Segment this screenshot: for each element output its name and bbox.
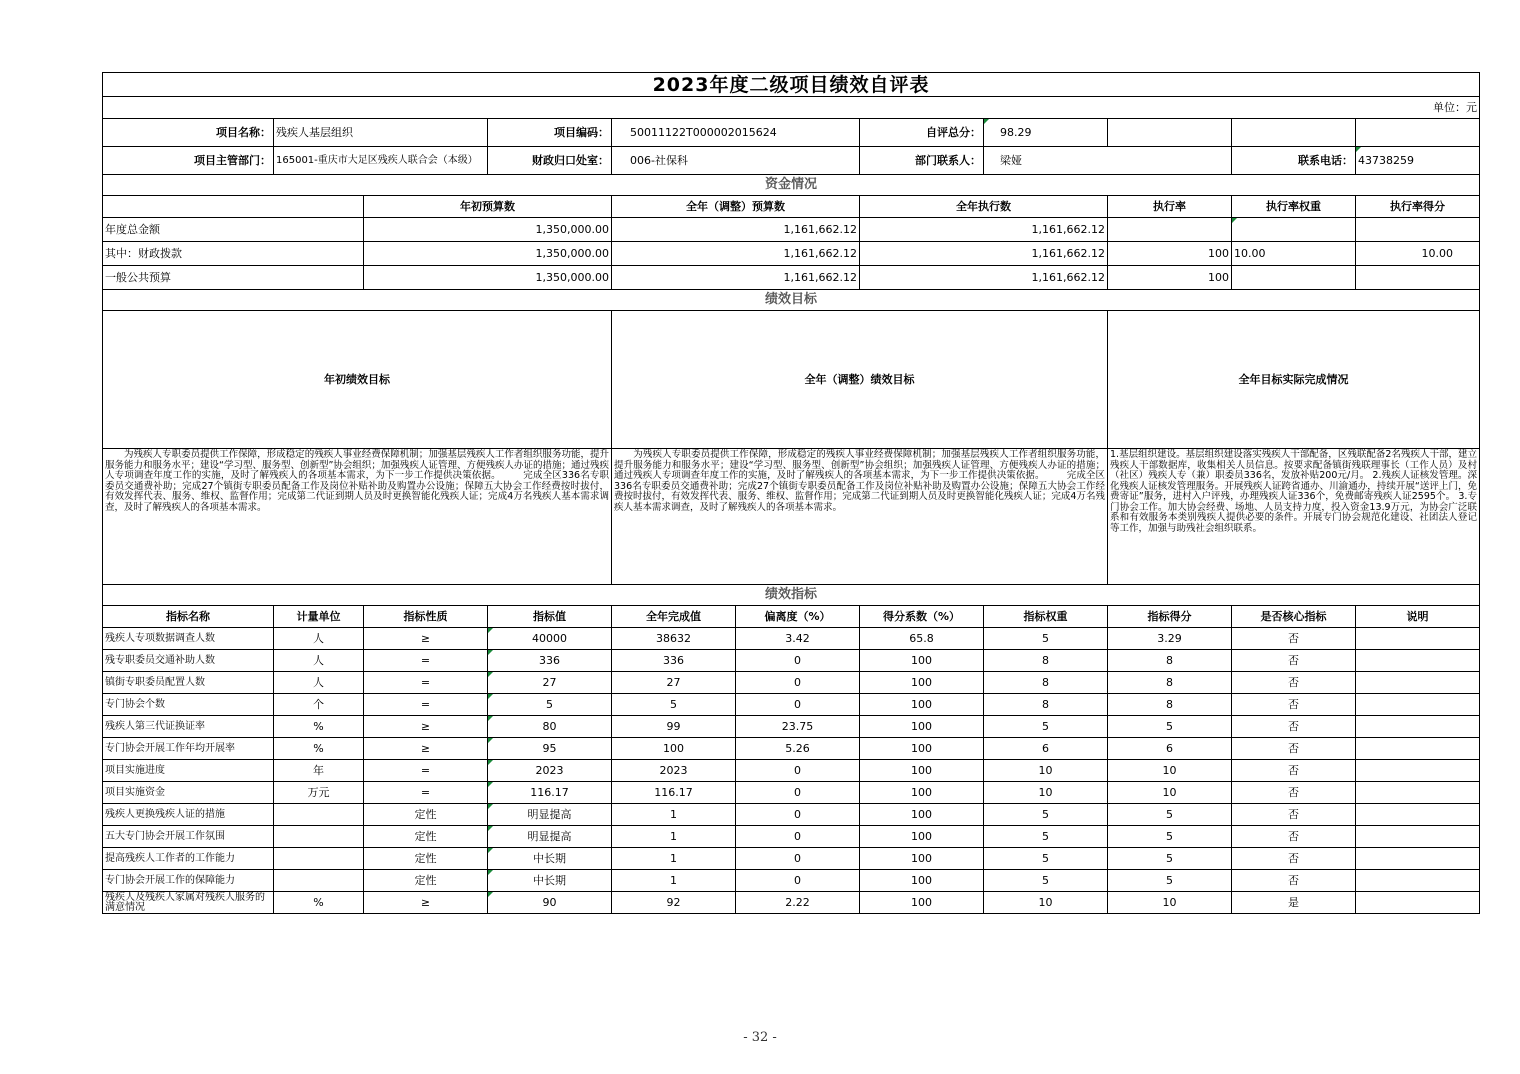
- indicator-core: 否: [1232, 760, 1356, 782]
- indicator-actual: 38632: [612, 628, 736, 650]
- indicator-unit: 人: [274, 672, 364, 694]
- indicator-score: 10: [1108, 892, 1232, 914]
- indicator-score: 5: [1108, 848, 1232, 870]
- indicator-coef: 100: [860, 848, 984, 870]
- indicator-actual: 1: [612, 804, 736, 826]
- funds-header-initial: 年初预算数: [364, 196, 612, 218]
- indicator-coef: 65.8: [860, 628, 984, 650]
- indicator-actual: 1: [612, 826, 736, 848]
- indicator-target: 27: [488, 672, 612, 694]
- indicator-note: [1356, 892, 1480, 914]
- indicator-unit: 万元: [274, 782, 364, 804]
- indicator-nature: =: [364, 650, 488, 672]
- funds-adjusted-value: 1,161,662.12: [612, 266, 860, 290]
- funds-weight-value: [1232, 266, 1356, 290]
- indicator-core: 否: [1232, 694, 1356, 716]
- table-row: [103, 738, 1480, 760]
- table-row: [103, 870, 1480, 892]
- indicator-weight: 5: [984, 870, 1108, 892]
- funds-executed-value: 1,161,662.12: [860, 266, 1108, 290]
- indicator-score: 5: [1108, 826, 1232, 848]
- indicator-weight: 10: [984, 892, 1108, 914]
- indicator-deviation: 23.75: [736, 716, 860, 738]
- indicator-weight: 8: [984, 694, 1108, 716]
- indicator-core: 否: [1232, 672, 1356, 694]
- indicator-target: 336: [488, 650, 612, 672]
- blank-cell: [1108, 119, 1232, 147]
- indicator-nature: ≥: [364, 738, 488, 760]
- funds-score-value: [1356, 266, 1480, 290]
- indicator-score: 10: [1108, 760, 1232, 782]
- indicator-core: 否: [1232, 804, 1356, 826]
- indicator-unit: [274, 848, 364, 870]
- funds-row-name: 年度总金额: [103, 218, 364, 242]
- indicator-nature: =: [364, 760, 488, 782]
- funds-section-header: 资金情况: [103, 175, 1480, 196]
- ind-header-deviation: 偏离度（%）: [736, 606, 860, 628]
- indicator-core: 否: [1232, 782, 1356, 804]
- page-title: 2023年度二级项目绩效自评表: [103, 73, 1480, 97]
- table-row: [103, 826, 1480, 848]
- indicator-note: [1356, 672, 1480, 694]
- indicator-actual: 116.17: [612, 782, 736, 804]
- indicator-deviation: 0: [736, 826, 860, 848]
- project-code-label: 项目编码：: [488, 119, 612, 147]
- indicator-note: [1356, 738, 1480, 760]
- self-score-label: 自评总分：: [860, 119, 984, 147]
- indicator-actual: 99: [612, 716, 736, 738]
- indicator-name: 项目实施进度: [103, 760, 274, 782]
- indicator-deviation: 5.26: [736, 738, 860, 760]
- indicator-coef: 100: [860, 782, 984, 804]
- indicator-unit: 年: [274, 760, 364, 782]
- funds-row-name: 一般公共预算: [103, 266, 364, 290]
- project-name-value: 残疾人基层组织: [274, 119, 488, 147]
- indicator-core: 否: [1232, 870, 1356, 892]
- indicator-name: 项目实施资金: [103, 782, 274, 804]
- indicator-note: [1356, 870, 1480, 892]
- ind-header-unit: 计量单位: [274, 606, 364, 628]
- indicator-target: 明显提高: [488, 804, 612, 826]
- indicator-name: 残疾人第三代证换证率: [103, 716, 274, 738]
- indicator-unit: [274, 826, 364, 848]
- indicator-coef: 100: [860, 694, 984, 716]
- indicator-nature: ≥: [364, 892, 488, 914]
- ind-header-target: 指标值: [488, 606, 612, 628]
- indicator-nature: 定性: [364, 848, 488, 870]
- funds-row-name: 其中：财政拨款: [103, 242, 364, 266]
- indicator-weight: 5: [984, 826, 1108, 848]
- project-name-label: 项目名称：: [103, 119, 274, 147]
- funds-weight-value: 10.00: [1232, 242, 1356, 266]
- ind-header-name: 指标名称: [103, 606, 274, 628]
- indicator-nature: =: [364, 694, 488, 716]
- indicator-coef: 100: [860, 672, 984, 694]
- ind-header-core: 是否核心指标: [1232, 606, 1356, 628]
- indicator-coef: 100: [860, 650, 984, 672]
- indicator-unit: %: [274, 738, 364, 760]
- ind-header-coef: 得分系数（%）: [860, 606, 984, 628]
- indicator-core: 是: [1232, 892, 1356, 914]
- self-score-value: 98.29: [984, 119, 1108, 147]
- indicator-score: 8: [1108, 672, 1232, 694]
- indicator-name: 专门协会开展工作年均开展率: [103, 738, 274, 760]
- indicator-unit: %: [274, 892, 364, 914]
- indicator-target: 5: [488, 694, 612, 716]
- indicator-note: [1356, 804, 1480, 826]
- indicator-name: 镇街专职委员配置人数: [103, 672, 274, 694]
- table-row: [103, 672, 1480, 694]
- indicator-unit: 人: [274, 650, 364, 672]
- funds-rate-value: 100: [1108, 242, 1232, 266]
- indicator-coef: 100: [860, 870, 984, 892]
- indicator-target: 中长期: [488, 870, 612, 892]
- ind-header-actual: 全年完成值: [612, 606, 736, 628]
- blank-cell: [1232, 119, 1356, 147]
- indicator-target: 116.17: [488, 782, 612, 804]
- contact-value: 梁娅: [984, 147, 1232, 175]
- funds-rate-value: [1108, 218, 1232, 242]
- indicator-weight: 8: [984, 650, 1108, 672]
- indicator-target: 明显提高: [488, 826, 612, 848]
- blank-cell: [103, 196, 364, 218]
- blank-cell: [1356, 119, 1480, 147]
- indicator-nature: 定性: [364, 870, 488, 892]
- indicator-deviation: 0: [736, 760, 860, 782]
- indicator-core: 否: [1232, 716, 1356, 738]
- funds-score-value: 10.00: [1356, 242, 1480, 266]
- indicator-deviation: 0: [736, 804, 860, 826]
- indicator-deviation: 0: [736, 672, 860, 694]
- indicator-coef: 100: [860, 760, 984, 782]
- indicator-nature: 定性: [364, 826, 488, 848]
- table-row: [103, 716, 1480, 738]
- phone-value: 43738259: [1356, 147, 1480, 175]
- indicator-weight: 10: [984, 760, 1108, 782]
- indicator-score: 6: [1108, 738, 1232, 760]
- indicator-nature: 定性: [364, 804, 488, 826]
- indicator-name: 残专职委员交通补助人数: [103, 650, 274, 672]
- indicator-unit: [274, 870, 364, 892]
- table-row: [103, 650, 1480, 672]
- indicator-nature: =: [364, 672, 488, 694]
- indicator-score: 8: [1108, 694, 1232, 716]
- funds-rate-value: 100: [1108, 266, 1232, 290]
- performance-evaluation-table: [102, 72, 1480, 914]
- table-row: [103, 760, 1480, 782]
- indicator-actual: 336: [612, 650, 736, 672]
- funds-initial-value: 1,350,000.00: [364, 242, 612, 266]
- indicator-target: 中长期: [488, 848, 612, 870]
- funds-initial-value: 1,350,000.00: [364, 218, 612, 242]
- indicator-target: 90: [488, 892, 612, 914]
- table-row: [103, 628, 1480, 650]
- funds-adjusted-value: 1,161,662.12: [612, 218, 860, 242]
- ind-header-nature: 指标性质: [364, 606, 488, 628]
- table-row: [103, 694, 1480, 716]
- funds-executed-value: 1,161,662.12: [860, 242, 1108, 266]
- goal-actual-header: 全年目标实际完成情况: [1108, 311, 1480, 449]
- unit-label: 单位：元: [103, 97, 1480, 119]
- indicator-weight: 5: [984, 716, 1108, 738]
- indicator-target: 95: [488, 738, 612, 760]
- indicator-unit: 个: [274, 694, 364, 716]
- table-row: [103, 804, 1480, 826]
- indicator-core: 否: [1232, 650, 1356, 672]
- indicator-coef: 100: [860, 826, 984, 848]
- goal-initial-text: 为残疾人专职委员提供工作保障，形成稳定的残疾人事业经费保障机制；加强基层残疾人工作者组织服务功能，提升服务能力和服务水平；建设“学习型、服务型、创新型”协会组织；加强残疾人证管理、方便残疾人办证的措施；通过残疾人专项调查年度工作的实施，及时了解残疾人的各项基本需求，为下一步工作提供决策依据。 完成全区336名专职委员交通费补助；完成27个镇街专职委员配备工作及岗位补贴补助及购置办公设施；保障五大协会工作经费按时拔付，有效发挥代表、服务、维权、监督作用；完成第二代证到期人员及时更换智能化残疾人证；完成4万名残疾人基本需求调查，及时了解残疾人的各项基本需求。: [103, 449, 612, 585]
- finance-label: 财政归口处室：: [488, 147, 612, 175]
- indicator-nature: ≥: [364, 716, 488, 738]
- indicator-target: 40000: [488, 628, 612, 650]
- indicator-actual: 92: [612, 892, 736, 914]
- table-row: [103, 848, 1480, 870]
- ind-header-weight: 指标权重: [984, 606, 1108, 628]
- indicator-weight: 10: [984, 782, 1108, 804]
- indicator-name: 专门协会个数: [103, 694, 274, 716]
- indicator-note: [1356, 694, 1480, 716]
- funds-header-score: 执行率得分: [1356, 196, 1480, 218]
- indicator-score: 10: [1108, 782, 1232, 804]
- indicator-note: [1356, 782, 1480, 804]
- indicator-target: 80: [488, 716, 612, 738]
- indicator-note: [1356, 628, 1480, 650]
- funds-header-weight: 执行率权重: [1232, 196, 1356, 218]
- indicator-score: 5: [1108, 870, 1232, 892]
- indicator-coef: 100: [860, 804, 984, 826]
- indicator-core: 否: [1232, 826, 1356, 848]
- indicator-weight: 5: [984, 804, 1108, 826]
- indicator-name: 残疾人专项数据调查人数: [103, 628, 274, 650]
- indicator-unit: %: [274, 716, 364, 738]
- funds-header-rate: 执行率: [1108, 196, 1232, 218]
- indicator-actual: 2023: [612, 760, 736, 782]
- indicator-nature: =: [364, 782, 488, 804]
- indicator-unit: 人: [274, 628, 364, 650]
- indicator-note: [1356, 760, 1480, 782]
- funds-initial-value: 1,350,000.00: [364, 266, 612, 290]
- indicator-coef: 100: [860, 716, 984, 738]
- indicator-name: 专门协会开展工作的保障能力: [103, 870, 274, 892]
- table-row: [103, 782, 1480, 804]
- dept-label: 项目主管部门：: [103, 147, 274, 175]
- indicator-weight: 5: [984, 628, 1108, 650]
- goal-adjusted-text: 为残疾人专职委员提供工作保障，形成稳定的残疾人事业经费保障机制；加强基层残疾人工作者组织服务功能，提升服务能力和服务水平；建设“学习型、服务型、创新型”协会组织；加强残疾人证管理、方便残疾人办证的措施；通过残疾人专项调查年度工作的实施，及时了解残疾人的各项基本需求，为下一步工作提供决策依据。 完成全区336名专职委员交通费补助；完成27个镇街专职委员配备工作及岗位补贴补助及购置办公设施；保障五大协会工作经费按时拔付，有效发挥代表、服务、维权、监督作用；完成第二代证到期人员及时更换智能化残疾人证；完成4万名残疾人基本需求调查，及时了解残疾人的各项基本需求。: [612, 449, 1108, 585]
- indicator-name: 残疾人及残疾人家属对残疾人服务的满意情况: [103, 892, 274, 914]
- indicator-deviation: 0: [736, 870, 860, 892]
- indicator-name: 残疾人更换残疾人证的措施: [103, 804, 274, 826]
- indicator-deviation: 0: [736, 782, 860, 804]
- indicator-name: 提高残疾人工作者的工作能力: [103, 848, 274, 870]
- indicator-score: 8: [1108, 650, 1232, 672]
- table-row: [103, 892, 1480, 914]
- indicator-score: 3.29: [1108, 628, 1232, 650]
- indicator-deviation: 3.42: [736, 628, 860, 650]
- indicator-core: 否: [1232, 628, 1356, 650]
- indicator-deviation: 2.22: [736, 892, 860, 914]
- indicator-nature: ≥: [364, 628, 488, 650]
- indicator-actual: 1: [612, 870, 736, 892]
- funds-header-executed: 全年执行数: [860, 196, 1108, 218]
- goal-adjusted-header: 全年（调整）绩效目标: [612, 311, 1108, 449]
- indicators-section-header: 绩效指标: [103, 585, 1480, 606]
- goal-actual-text: 1.基层组织建设。基层组织建设落实残疾人干部配备，区残联配备2名残疾人干部，建立残疾人干部数据库，收集相关人员信息。按要求配备镇街残联理事长（工作人员）及村（社区）残疾人专（兼）职委员336名，发放补贴200元/月。 2.残疾人证核发管理。深化残疾人证核发管理服务。开展残疾人证跨省通办、川渝通办，持续开展“送评上门，免费寄证”服务，进村入户评残，办理残疾人证336个，免费邮寄残疾人证2595个。 3.专门协会工作。加大协会经费、场地、人员支持力度，投入资金13.9万元，为协会广泛联系和有效服务本类别残疾人提供必要的条件。开展专门协会规范化建设、社团法人登记等工作，加强与助残社会组织联系。: [1108, 449, 1480, 585]
- indicator-note: [1356, 826, 1480, 848]
- goals-section-header: 绩效目标: [103, 290, 1480, 311]
- ind-header-note: 说明: [1356, 606, 1480, 628]
- indicator-deviation: 0: [736, 650, 860, 672]
- indicator-weight: 5: [984, 848, 1108, 870]
- funds-adjusted-value: 1,161,662.12: [612, 242, 860, 266]
- indicator-deviation: 0: [736, 848, 860, 870]
- indicator-note: [1356, 650, 1480, 672]
- indicator-weight: 8: [984, 672, 1108, 694]
- ind-header-score: 指标得分: [1108, 606, 1232, 628]
- project-code-value: 50011122T000002015624: [612, 119, 860, 147]
- funds-score-value: [1356, 218, 1480, 242]
- indicator-unit: [274, 804, 364, 826]
- funds-header-adjusted: 全年（调整）预算数: [612, 196, 860, 218]
- indicator-actual: 5: [612, 694, 736, 716]
- indicator-core: 否: [1232, 848, 1356, 870]
- indicator-deviation: 0: [736, 694, 860, 716]
- indicator-actual: 27: [612, 672, 736, 694]
- indicator-score: 5: [1108, 716, 1232, 738]
- indicator-actual: 100: [612, 738, 736, 760]
- indicator-note: [1356, 716, 1480, 738]
- indicator-note: [1356, 848, 1480, 870]
- indicator-actual: 1: [612, 848, 736, 870]
- goal-initial-header: 年初绩效目标: [103, 311, 612, 449]
- funds-weight-value: [1232, 218, 1356, 242]
- dept-value: 165001-重庆市大足区残疾人联合会（本级）: [274, 147, 488, 175]
- indicator-core: 否: [1232, 738, 1356, 760]
- indicator-coef: 100: [860, 738, 984, 760]
- indicator-coef: 100: [860, 892, 984, 914]
- indicator-weight: 6: [984, 738, 1108, 760]
- finance-value: 006-社保科: [612, 147, 860, 175]
- phone-label: 联系电话：: [1232, 147, 1356, 175]
- funds-executed-value: 1,161,662.12: [860, 218, 1108, 242]
- indicator-target: 2023: [488, 760, 612, 782]
- contact-label: 部门联系人：: [860, 147, 984, 175]
- indicator-name: 五大专门协会开展工作氛围: [103, 826, 274, 848]
- indicator-score: 5: [1108, 804, 1232, 826]
- page-number: - 32 -: [743, 1030, 777, 1045]
